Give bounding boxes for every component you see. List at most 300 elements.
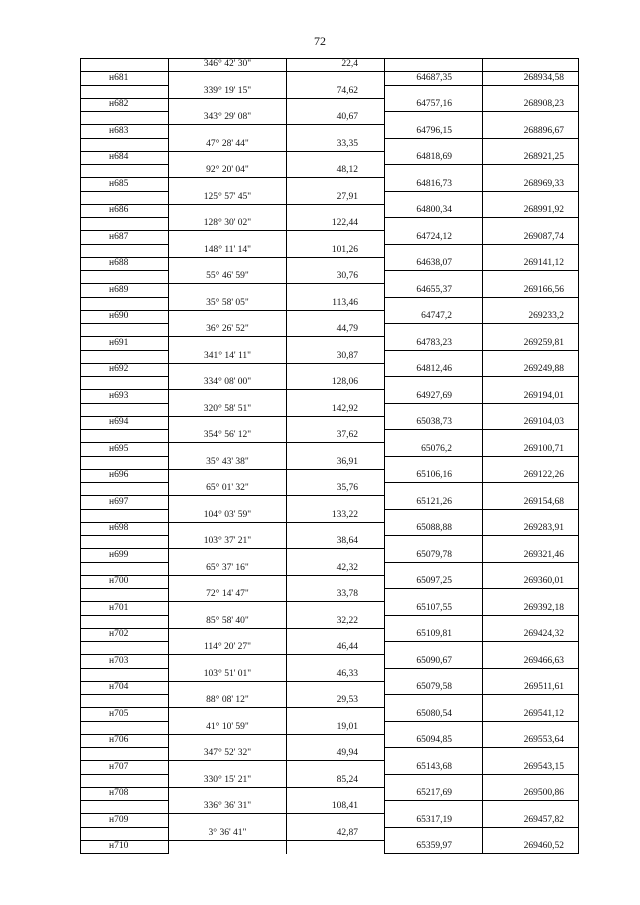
- table-row: [81, 311, 579, 324]
- distance-cell: [287, 59, 385, 72]
- distance-cell: [287, 311, 385, 324]
- y-cell: [483, 139, 579, 152]
- distance-value: 42,32: [336, 562, 358, 573]
- point-cell: [81, 483, 169, 496]
- y-coordinate: 269321,46: [523, 549, 564, 560]
- table-row: [81, 99, 579, 112]
- bearing-value: 341° 14' 11": [203, 350, 252, 361]
- point-cell: [81, 722, 169, 735]
- y-coordinate: 269511,61: [523, 682, 564, 692]
- point-label: н697: [109, 496, 129, 507]
- table-row: [81, 629, 579, 642]
- distance-cell: [287, 245, 385, 258]
- distance-cell: [287, 192, 385, 205]
- y-cell: [483, 576, 579, 589]
- point-cell: [81, 801, 169, 814]
- distance-value: 74,62: [336, 85, 358, 96]
- point-cell: [81, 602, 169, 615]
- bearing-value: 65° 37' 16": [206, 562, 249, 573]
- bearing-value: 334° 08' 00": [203, 377, 252, 388]
- distance-cell: [287, 523, 385, 536]
- point-cell: [81, 271, 169, 284]
- x-coordinate: 65076,2: [421, 443, 452, 454]
- table-row-segment: [81, 642, 579, 655]
- bearing-cell: [169, 629, 287, 642]
- y-cell: [483, 629, 579, 642]
- bearing-value: 72° 14' 47": [206, 589, 249, 600]
- table-row-first-segment: [81, 59, 579, 72]
- table-row-segment: [81, 801, 579, 814]
- distance-cell: [287, 417, 385, 430]
- point-label: н706: [109, 735, 129, 745]
- distance-cell: [287, 430, 385, 443]
- y-cell: [483, 404, 579, 417]
- distance-cell: [287, 735, 385, 748]
- bearing-value: 92° 20' 04": [206, 165, 249, 176]
- table-row: [81, 523, 579, 536]
- bearing-value: 104° 03' 59": [203, 509, 252, 520]
- table-row: [81, 417, 579, 430]
- bearing-cell: [169, 417, 287, 430]
- x-cell: [385, 99, 483, 112]
- distance-value: 29,53: [336, 695, 358, 706]
- y-coordinate: 269553,64: [523, 735, 564, 745]
- x-cell: [385, 112, 483, 125]
- bearing-cell: [169, 205, 287, 218]
- x-coordinate: 65317,19: [416, 814, 452, 825]
- distance-cell: [287, 351, 385, 364]
- bearing-cell: [169, 814, 287, 827]
- bearing-cell: [169, 125, 287, 138]
- bearing-value: 148° 11' 14": [203, 244, 252, 255]
- bearing-cell: [169, 549, 287, 562]
- x-coordinate: 64724,12: [416, 231, 452, 242]
- x-coordinate: 65038,73: [416, 417, 452, 427]
- x-coordinate: 65079,58: [416, 682, 452, 692]
- y-cell: [483, 841, 579, 854]
- x-coordinate: 65217,69: [416, 788, 452, 798]
- x-cell: [385, 655, 483, 668]
- point-cell: [81, 616, 169, 629]
- distance-value: 42,87: [336, 827, 358, 838]
- y-coordinate: 269283,91: [523, 523, 564, 533]
- point-label: н702: [109, 629, 129, 639]
- y-cell: [483, 205, 579, 218]
- point-label: н689: [109, 284, 129, 295]
- table-row: [81, 576, 579, 589]
- bearing-cell: [169, 351, 287, 364]
- point-label: н687: [109, 231, 129, 242]
- x-cell: [385, 788, 483, 801]
- table-row: [81, 761, 579, 774]
- point-cell: [81, 841, 169, 854]
- point-cell: [81, 72, 169, 85]
- table-row: [81, 337, 579, 350]
- point-cell: [81, 629, 169, 642]
- y-cell: [483, 86, 579, 99]
- y-cell: [483, 801, 579, 814]
- page-number: 72: [314, 34, 326, 48]
- x-coordinate: 64783,23: [416, 337, 452, 348]
- table-row-segment: [81, 404, 579, 417]
- bearing-cell: [169, 536, 287, 549]
- x-coordinate: 64655,37: [416, 284, 452, 295]
- x-cell: [385, 510, 483, 523]
- x-cell: [385, 483, 483, 496]
- x-cell: [385, 205, 483, 218]
- point-cell: [81, 523, 169, 536]
- y-cell: [483, 430, 579, 443]
- y-cell: [483, 324, 579, 337]
- distance-cell: [287, 722, 385, 735]
- point-cell: [81, 470, 169, 483]
- bearing-cell: [169, 390, 287, 403]
- x-coordinate: 65106,16: [416, 470, 452, 480]
- distance-cell: [287, 510, 385, 523]
- distance-cell: [287, 86, 385, 99]
- bearing-cell: [169, 298, 287, 311]
- y-cell: [483, 112, 579, 125]
- bearing-cell: [169, 430, 287, 443]
- x-cell: [385, 735, 483, 748]
- point-label: н698: [109, 523, 129, 533]
- table-row-segment: [81, 828, 579, 841]
- table-row-segment: [81, 483, 579, 496]
- x-coordinate: 64687,35: [416, 72, 452, 83]
- bearing-value: 347° 52' 32": [203, 748, 252, 759]
- distance-cell: [287, 788, 385, 801]
- table-row-segment: [81, 351, 579, 364]
- x-cell: [385, 139, 483, 152]
- x-cell: [385, 549, 483, 562]
- x-cell: [385, 390, 483, 403]
- distance-cell: [287, 284, 385, 297]
- bearing-cell: [169, 669, 287, 682]
- point-cell: [81, 178, 169, 191]
- table-row-segment: [81, 775, 579, 788]
- y-coordinate: 269194,01: [523, 390, 564, 401]
- point-cell: [81, 536, 169, 549]
- x-cell: [385, 496, 483, 509]
- table-row-segment: [81, 510, 579, 523]
- bearing-cell: [169, 510, 287, 523]
- x-coordinate: 65079,78: [416, 549, 452, 560]
- y-cell: [483, 284, 579, 297]
- bearing-value: 55° 46' 59": [206, 271, 249, 282]
- x-coordinate: 64796,15: [416, 125, 452, 136]
- table-row: [81, 258, 579, 271]
- point-cell: [81, 549, 169, 562]
- point-cell: [81, 218, 169, 231]
- rule-line: [483, 853, 578, 854]
- point-cell: [81, 165, 169, 178]
- y-cell: [483, 788, 579, 801]
- coordinates-table: [80, 58, 579, 854]
- x-cell: [385, 351, 483, 364]
- x-cell: [385, 576, 483, 589]
- table-row-segment: [81, 589, 579, 602]
- point-label: н684: [109, 152, 129, 162]
- rule-line: [385, 853, 482, 854]
- bearing-cell: [169, 192, 287, 205]
- bearing-value: 330° 15' 21": [203, 774, 252, 785]
- point-cell: [81, 337, 169, 350]
- x-cell: [385, 364, 483, 377]
- y-cell: [483, 271, 579, 284]
- table-row-segment: [81, 86, 579, 99]
- distance-cell: [287, 682, 385, 695]
- x-cell: [385, 470, 483, 483]
- y-cell: [483, 722, 579, 735]
- point-cell: [81, 775, 169, 788]
- y-cell: [483, 311, 579, 324]
- x-coordinate: 65080,54: [416, 708, 452, 719]
- table-row-segment: [81, 218, 579, 231]
- x-cell: [385, 563, 483, 576]
- point-cell: [81, 682, 169, 695]
- table-row-segment: [81, 669, 579, 682]
- bearing-cell: [169, 708, 287, 721]
- distance-cell: [287, 536, 385, 549]
- table-row-segment: [81, 139, 579, 152]
- bearing-cell: [169, 496, 287, 509]
- y-cell: [483, 99, 579, 112]
- x-cell: [385, 59, 483, 72]
- point-label: н688: [109, 258, 129, 268]
- x-cell: [385, 602, 483, 615]
- y-cell: [483, 669, 579, 682]
- point-cell: [81, 351, 169, 364]
- distance-cell: [287, 695, 385, 708]
- distance-cell: [287, 483, 385, 496]
- y-coordinate: 268921,25: [523, 152, 564, 162]
- bearing-cell: [169, 655, 287, 668]
- bearing-cell: [169, 284, 287, 297]
- y-coordinate: 269541,12: [523, 708, 564, 719]
- distance-value: 85,24: [336, 774, 358, 785]
- distance-cell: [287, 761, 385, 774]
- x-cell: [385, 152, 483, 165]
- distance-cell: [287, 642, 385, 655]
- point-label: н707: [109, 761, 129, 772]
- y-cell: [483, 258, 579, 271]
- y-coordinate: 269154,68: [523, 496, 564, 507]
- x-coordinate: 65109,81: [416, 629, 452, 639]
- point-label: н681: [109, 72, 129, 83]
- bearing-value: 36° 26' 52": [206, 324, 249, 335]
- bearing-cell: [169, 841, 287, 854]
- x-cell: [385, 258, 483, 271]
- bearing-cell: [169, 231, 287, 244]
- point-cell: [81, 655, 169, 668]
- x-cell: [385, 629, 483, 642]
- point-cell: [81, 496, 169, 509]
- point-cell: [81, 510, 169, 523]
- y-cell: [483, 695, 579, 708]
- distance-cell: [287, 549, 385, 562]
- x-coordinate: 64800,34: [416, 205, 452, 215]
- bearing-cell: [169, 443, 287, 456]
- bearing-cell: [169, 616, 287, 629]
- y-cell: [483, 192, 579, 205]
- x-cell: [385, 682, 483, 695]
- x-cell: [385, 748, 483, 761]
- table-row-segment: [81, 457, 579, 470]
- y-cell: [483, 616, 579, 629]
- y-coordinate: 269392,18: [523, 602, 564, 613]
- point-cell: [81, 86, 169, 99]
- y-cell: [483, 510, 579, 523]
- bearing-cell: [169, 523, 287, 536]
- distance-cell: [287, 99, 385, 112]
- point-cell: [81, 192, 169, 205]
- y-coordinate: 269122,26: [523, 470, 564, 480]
- distance-value: 32,22: [336, 615, 358, 626]
- bearing-cell: [169, 377, 287, 390]
- bearing-cell: [169, 337, 287, 350]
- table-row: [81, 470, 579, 483]
- distance-cell: [287, 390, 385, 403]
- y-cell: [483, 165, 579, 178]
- point-label: н700: [109, 576, 129, 586]
- distance-cell: [287, 152, 385, 165]
- distance-cell: [287, 629, 385, 642]
- x-cell: [385, 324, 483, 337]
- table-row: [81, 205, 579, 218]
- distance-cell: [287, 298, 385, 311]
- point-cell: [81, 457, 169, 470]
- point-cell: [81, 324, 169, 337]
- x-cell: [385, 404, 483, 417]
- y-coordinate: 269460,52: [523, 841, 564, 851]
- x-coordinate: 65359,97: [416, 841, 452, 851]
- table-row: [81, 549, 579, 562]
- bearing-cell: [169, 258, 287, 271]
- table-row-segment: [81, 536, 579, 549]
- bearing-value: 346° 42' 30": [203, 59, 252, 70]
- table-row-segment: [81, 324, 579, 337]
- distance-value: 35,76: [336, 483, 358, 494]
- y-cell: [483, 125, 579, 138]
- point-cell: [81, 695, 169, 708]
- distance-cell: [287, 828, 385, 841]
- y-cell: [483, 470, 579, 483]
- point-label: н703: [109, 655, 129, 666]
- y-cell: [483, 536, 579, 549]
- table-row: [81, 788, 579, 801]
- x-cell: [385, 298, 483, 311]
- x-cell: [385, 814, 483, 827]
- distance-value: 128,06: [331, 377, 358, 388]
- point-label: н682: [109, 99, 129, 109]
- distance-value: 33,78: [336, 589, 358, 600]
- point-label: н685: [109, 178, 129, 189]
- y-coordinate: 269457,82: [523, 814, 564, 825]
- y-cell: [483, 761, 579, 774]
- y-coordinate: 268934,58: [523, 72, 564, 83]
- y-cell: [483, 245, 579, 258]
- y-coordinate: 269141,12: [523, 258, 564, 268]
- distance-cell: [287, 377, 385, 390]
- y-coordinate: 269249,88: [523, 364, 564, 374]
- x-cell: [385, 695, 483, 708]
- y-cell: [483, 814, 579, 827]
- x-cell: [385, 337, 483, 350]
- x-cell: [385, 642, 483, 655]
- distance-cell: [287, 589, 385, 602]
- x-cell: [385, 231, 483, 244]
- y-coordinate: 269233,2: [528, 311, 564, 321]
- y-cell: [483, 775, 579, 788]
- point-label: н710: [109, 841, 129, 851]
- y-coordinate: 268991,92: [523, 205, 564, 215]
- bearing-value: 128° 30' 02": [203, 218, 252, 229]
- table-row: [81, 364, 579, 377]
- table-row: [81, 443, 579, 456]
- x-cell: [385, 775, 483, 788]
- point-cell: [81, 364, 169, 377]
- bearing-value: 41° 10' 59": [206, 721, 249, 732]
- table-row-segment: [81, 298, 579, 311]
- bearing-value: 35° 43' 38": [206, 456, 249, 467]
- distance-value: 27,91: [336, 191, 358, 202]
- point-label: н693: [109, 390, 129, 401]
- y-cell: [483, 682, 579, 695]
- bearing-cell: [169, 178, 287, 191]
- distance-value: 33,35: [336, 138, 358, 149]
- distance-cell: [287, 404, 385, 417]
- distance-value: 49,94: [336, 748, 358, 759]
- distance-value: 46,44: [336, 642, 358, 653]
- bearing-cell: [169, 761, 287, 774]
- x-coordinate: 65097,25: [416, 576, 452, 586]
- distance-cell: [287, 616, 385, 629]
- point-cell: [81, 589, 169, 602]
- table-row: [81, 708, 579, 721]
- bearing-value: 125° 57' 45": [203, 191, 252, 202]
- bearing-cell: [169, 801, 287, 814]
- point-cell: [81, 125, 169, 138]
- table-row: [81, 655, 579, 668]
- bearing-value: 65° 01' 32": [206, 483, 249, 494]
- bearing-cell: [169, 682, 287, 695]
- y-cell: [483, 708, 579, 721]
- point-cell: [81, 814, 169, 827]
- distance-cell: [287, 496, 385, 509]
- y-coordinate: 269100,71: [523, 443, 564, 454]
- bearing-cell: [169, 775, 287, 788]
- x-cell: [385, 377, 483, 390]
- y-coordinate: 269543,15: [523, 761, 564, 772]
- y-coordinate: 269360,01: [523, 576, 564, 586]
- y-cell: [483, 337, 579, 350]
- distance-cell: [287, 139, 385, 152]
- x-cell: [385, 801, 483, 814]
- x-cell: [385, 523, 483, 536]
- x-cell: [385, 284, 483, 297]
- distance-cell: [287, 231, 385, 244]
- y-cell: [483, 390, 579, 403]
- bearing-cell: [169, 72, 287, 85]
- distance-cell: [287, 337, 385, 350]
- x-cell: [385, 271, 483, 284]
- table-row-segment: [81, 722, 579, 735]
- point-cell: [81, 708, 169, 721]
- x-cell: [385, 722, 483, 735]
- y-cell: [483, 589, 579, 602]
- distance-value: 19,01: [336, 721, 358, 732]
- bearing-cell: [169, 563, 287, 576]
